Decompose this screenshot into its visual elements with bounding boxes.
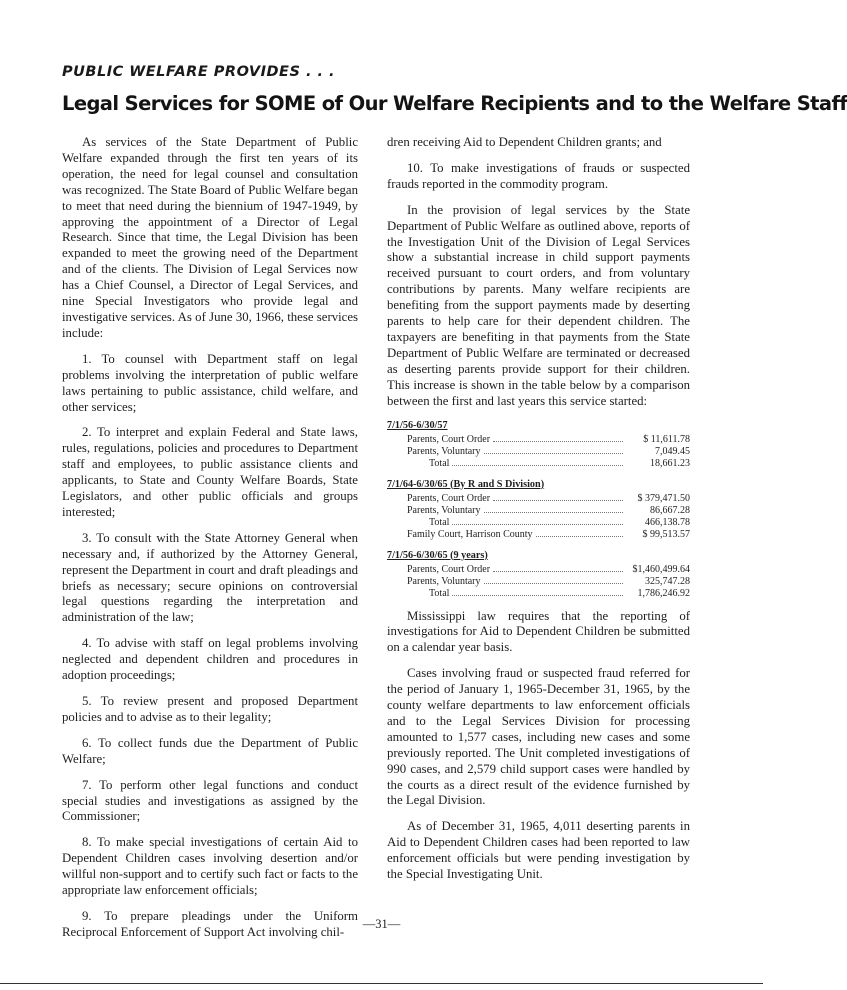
table-row <box>387 434 690 446</box>
service-item-5: 5. To review present and proposed Department policies and to advise as to their legality; <box>62 694 358 724</box>
dot-leader <box>493 570 623 572</box>
table-row-value: 1,786,246.92 <box>637 587 690 599</box>
service-item-9: 9. To prepare pleadings under the Uniform Reciprocal Enforcement of Support Act involving chil- <box>62 908 358 939</box>
table-period-heading: 7/1/64-6/30/65 (By R and S Division) <box>387 478 545 490</box>
table-row-label: Parents, Court Order <box>407 563 491 575</box>
table-row-label: Parents, Voluntary <box>407 504 481 516</box>
table-row-value: $ 11,611.78 <box>643 433 690 445</box>
table-row-value: $ 379,471.50 <box>637 492 690 504</box>
table-row-label: Parents, Voluntary <box>407 445 481 457</box>
service-item-9-continued: dren receiving Aid to Dependent Children grants; and <box>387 135 662 149</box>
reporting-paragraph: Mississippi law requires that the reporting of investigations for Aid to Dependent Children be submitted on a calendar year basis. <box>387 608 690 655</box>
page-headline: Legal Services for SOME of Our Welfare Recipients and to the Welfare Staff <box>62 92 847 115</box>
dot-leader <box>452 464 623 466</box>
service-item-4: 4. To advise with staff on legal problems involving neglected and dependent children and procedures in adoption proceedings; <box>62 636 358 683</box>
bottom-rule <box>0 983 763 984</box>
table-row-label: Parents, Court Order <box>407 492 491 504</box>
table-period-heading: 7/1/56-6/30/65 (9 years) <box>387 549 488 561</box>
table-row <box>387 505 690 517</box>
right-column <box>387 135 690 893</box>
service-item-7: 7. To perform other legal functions and conduct special studies and investigations as assigned by the Commissioner; <box>62 777 358 824</box>
service-item-2: 2. To interpret and explain Federal and State laws, rules, regulations, policies and procedures to Department staff and employees, to public assistance clients and applicants, to State and County Welfare Boards, State Legislators, and other public officials and groups interested; <box>62 425 358 519</box>
service-item-1: 1. To counsel with Department staff on legal problems involving the interpretation of public welfare laws pertaining to public assistance, child welfare, and other services; <box>62 351 358 414</box>
table-block <box>387 479 690 541</box>
table-period-heading: 7/1/56-6/30/57 <box>387 419 448 431</box>
dot-leader <box>452 594 623 596</box>
table-row <box>387 529 690 541</box>
table-row-value: $ 99,513.57 <box>642 528 690 540</box>
table-row <box>387 446 690 458</box>
support-payments-table <box>387 420 690 600</box>
service-item-6: 6. To collect funds due the Department of Public Welfare; <box>62 735 358 766</box>
table-row-label: Total <box>429 516 450 528</box>
dot-leader <box>452 523 623 525</box>
table-row <box>387 588 690 600</box>
support-intro-paragraph: In the provision of legal services by the State Department of Public Welfare as outlined above, reports of the Investigation Unit of the Division of Legal Services show a substantial increase in child support payments received pursuant to court orders, and from voluntary contributions by parents. Many welfare recipients are benefiting from the support payments made by deserting parents to help care for their dependent children. The taxpayers are benefiting in that payments from the State Department of Public Welfare are terminated or decreased as deserting parents provide support for their children. This increase is shown in the table below by a comparison between the first and last years this service started: <box>387 202 690 408</box>
table-row <box>387 458 690 470</box>
service-item-3: 3. To consult with the State Attorney General when necessary and, if authorized by the Attorney General, represent the Department in court and draft pleadings and briefs as necessary; secure opinions on controversial legal questions regarding the interpretation and administration of the law; <box>62 530 358 625</box>
table-row-label: Parents, Voluntary <box>407 575 481 587</box>
table-row-label: Total <box>429 457 450 469</box>
table-row-label: Total <box>429 587 450 599</box>
service-item-8: 8. To make special investigations of certain Aid to Dependent Children cases involving desertion and/or willful non-support and to certify such fact or facts to the appropriate law enforcement officials; <box>62 835 358 898</box>
table-row-value: $1,460,499.64 <box>632 563 690 575</box>
table-block <box>387 550 690 600</box>
deserting-parents-paragraph: As of December 31, 1965, 4,011 deserting parents in Aid to Dependent Children cases had been reported to law enforcement officials but were pending investigation by the Special Investigating Unit. <box>387 819 690 882</box>
table-row <box>387 564 690 576</box>
fraud-cases-paragraph: Cases involving fraud or suspected fraud referred for the period of January 1, 1965-December 31, 1965, by the county welfare departments to law enforcement officials and to the Legal Services Division for processing amounted to 1,577 cases, including new cases and some previously reported. The Unit completed investigations of 990 cases, and 2,579 child support cases were handled by the courts as a direct result of the evidence furnished by the Legal Division. <box>387 666 690 808</box>
table-row-label: Parents, Court Order <box>407 433 491 445</box>
dot-leader <box>536 535 623 537</box>
table-row <box>387 517 690 529</box>
intro-paragraph: As services of the State Department of Public Welfare expanded through the first ten years of its operation, the need for legal counsel and consultation was recognized. The State Board of Public Welfare began to meet that need during the biennium of 1947-1949, by approving the appointment of a Director of Legal Research. Since that time, the Legal Division has been expanded to meet the growing need of the Department and of the clients. The Division of Legal Services now has a Chief Counsel, a Director of Legal Services, and nine Special Investigators who provide legal and investigative services. As of June 30, 1966, these services include: <box>62 135 358 340</box>
table-row-value: 466,138.78 <box>645 516 690 528</box>
table-row <box>387 493 690 505</box>
dot-leader <box>484 582 623 584</box>
dot-leader <box>493 499 623 501</box>
table-row <box>387 576 690 588</box>
section-kicker: PUBLIC WELFARE PROVIDES . . . <box>62 64 336 80</box>
table-row-value: 18,661.23 <box>650 457 690 469</box>
left-column <box>62 135 358 951</box>
dot-leader <box>484 511 623 513</box>
dot-leader <box>484 452 623 454</box>
table-row-label: Family Court, Harrison County <box>407 528 533 540</box>
table-block <box>387 420 690 470</box>
page-number: —31— <box>362 917 401 931</box>
service-item-10: 10. To make investigations of frauds or suspected frauds reported in the commodity program. <box>387 160 690 191</box>
table-row-value: 7,049.45 <box>655 445 690 457</box>
table-row-value: 86,667.28 <box>650 504 690 516</box>
dot-leader <box>493 440 623 442</box>
table-row-value: 325,747.28 <box>645 575 690 587</box>
